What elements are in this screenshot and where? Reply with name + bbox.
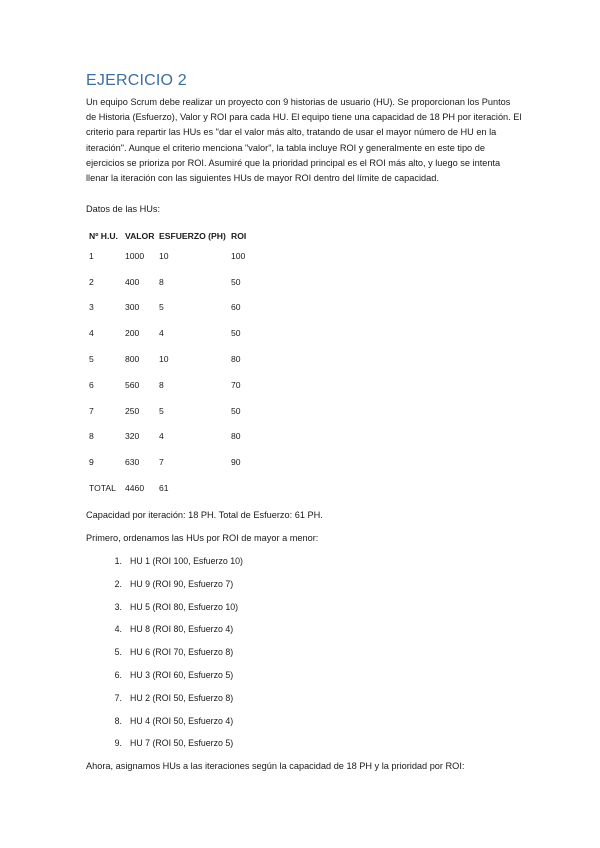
list-item [86, 690, 243, 713]
cell-valor: 300 [125, 302, 140, 313]
cell-roi: 100 [231, 250, 246, 261]
cell-valor: 250 [125, 405, 140, 416]
cell-hu: 5 [89, 354, 94, 365]
header-valor: VALOR [125, 230, 155, 241]
list-item-number: 3. [114, 601, 122, 612]
cell-valor: 4460 [125, 483, 145, 494]
cell-hu: 9 [89, 457, 94, 468]
list-item [86, 644, 243, 667]
list-item [86, 599, 243, 622]
table-row [86, 295, 271, 321]
cell-valor: 400 [125, 276, 140, 287]
table-row [86, 449, 271, 475]
cell-valor: 800 [125, 354, 140, 365]
list-item-number: 2. [114, 578, 122, 589]
cell-valor: 200 [125, 328, 140, 339]
list-item [86, 553, 243, 576]
header-esfuerzo: ESFUERZO (PH) [159, 230, 226, 241]
table-row [86, 346, 271, 372]
list-item-text: HU 8 (ROI 80, Esfuerzo 4) [130, 624, 234, 635]
cell-roi: 50 [231, 276, 241, 287]
list-item-number: 9. [114, 738, 122, 749]
list-item-text: HU 4 (ROI 50, Esfuerzo 4) [130, 715, 234, 726]
cell-valor: 630 [125, 457, 140, 468]
list-item [86, 735, 243, 758]
list-item-text: HU 5 (ROI 80, Esfuerzo 10) [130, 601, 239, 612]
table-row [86, 269, 271, 295]
cell-valor: 320 [125, 431, 140, 442]
header-roi: ROI [231, 230, 247, 241]
list-item [86, 667, 243, 690]
list-item-text: HU 9 (ROI 90, Esfuerzo 7) [130, 578, 234, 589]
list-item [86, 576, 243, 599]
list-item-text: HU 2 (ROI 50, Esfuerzo 8) [130, 692, 234, 703]
cell-esfuerzo: 8 [159, 276, 164, 287]
table-header-row [86, 228, 271, 243]
cell-roi: 90 [231, 457, 241, 468]
cell-hu: 8 [89, 431, 94, 442]
cell-roi: 50 [231, 328, 241, 339]
list-item-number: 6. [114, 669, 122, 680]
list-item-text: HU 1 (ROI 100, Esfuerzo 10) [130, 556, 243, 566]
table-row [86, 398, 271, 424]
page-title: EJERCICIO 2 [86, 72, 187, 89]
cell-esfuerzo: 5 [159, 405, 164, 416]
cell-hu: 1 [89, 250, 94, 261]
cell-roi: 50 [231, 405, 241, 416]
cell-hu: TOTAL [89, 483, 116, 494]
list-item-text: HU 7 (ROI 50, Esfuerzo 5) [130, 738, 234, 749]
list-item-number: 7. [114, 692, 122, 703]
list-item-number: 5. [114, 647, 122, 658]
list-item [86, 713, 243, 736]
cell-esfuerzo: 10 [159, 354, 169, 365]
list-item-number: 1. [114, 556, 122, 566]
cell-esfuerzo: 8 [159, 379, 164, 390]
cell-hu: 6 [89, 379, 94, 390]
cell-roi: 60 [231, 302, 241, 313]
data-heading: Datos de las HUs: [86, 204, 161, 214]
table-total-row [86, 475, 271, 501]
table-row [86, 243, 271, 269]
list-item-text: HU 3 (ROI 60, Esfuerzo 5) [130, 669, 234, 680]
cell-hu: 4 [89, 328, 94, 339]
cell-esfuerzo: 61 [159, 483, 169, 494]
list-item [86, 621, 243, 644]
cell-hu: 3 [89, 302, 94, 313]
order-intro: Primero, ordenamos las HUs por ROI de mayor a menor: [86, 533, 319, 543]
cell-esfuerzo: 10 [159, 250, 169, 261]
cell-roi [231, 475, 271, 501]
cell-roi: 80 [231, 431, 241, 442]
table-row [86, 424, 271, 450]
cell-hu: 7 [89, 405, 94, 416]
assign-text: Ahora, asignamos HUs a las iteraciones según la capacidad de 18 PH y la prioridad por ROI: [86, 761, 465, 771]
cell-esfuerzo: 4 [159, 328, 164, 339]
cell-roi: 70 [231, 379, 241, 390]
cell-valor: 1000 [125, 250, 145, 261]
capacity-text: Capacidad por iteración: 18 PH. Total de Esfuerzo: 61 PH. [86, 510, 323, 520]
hu-table [86, 228, 271, 501]
table-row [86, 320, 271, 346]
list-item-number: 4. [114, 624, 122, 635]
cell-esfuerzo: 7 [159, 457, 164, 468]
list-item-number: 8. [114, 715, 122, 726]
list-item-text: HU 6 (ROI 70, Esfuerzo 8) [130, 647, 234, 658]
intro-paragraph: Un equipo Scrum debe realizar un proyecto con 9 historias de usuario (HU). Se proporcionan los Puntos de Historia (Esfuerzo), Valor y ROI para cada HU. El equipo tiene una capacidad de 18 PH por iteración. El criterio para repartir las HUs es "dar el valor más alto, tratando de usar el mayor número de HU en la iteración". Aunque el criterio menciona "valor", la tabla incluye ROI y generalmente en este tipo de ejercicios se prioriza por ROI. Asumiré que la prioridad principal es el ROI más alto, y luego se intenta llenar la iteración con las siguientes HUs de mayor ROI dentro del límite de capacidad. [86, 97, 522, 184]
cell-hu: 2 [89, 276, 94, 287]
cell-esfuerzo: 4 [159, 431, 164, 442]
header-hu: Nº H.U. [89, 230, 118, 241]
cell-esfuerzo: 5 [159, 302, 164, 313]
cell-valor: 560 [125, 379, 140, 390]
ordered-hu-list [86, 553, 243, 758]
cell-roi: 80 [231, 354, 241, 365]
table-row [86, 372, 271, 398]
